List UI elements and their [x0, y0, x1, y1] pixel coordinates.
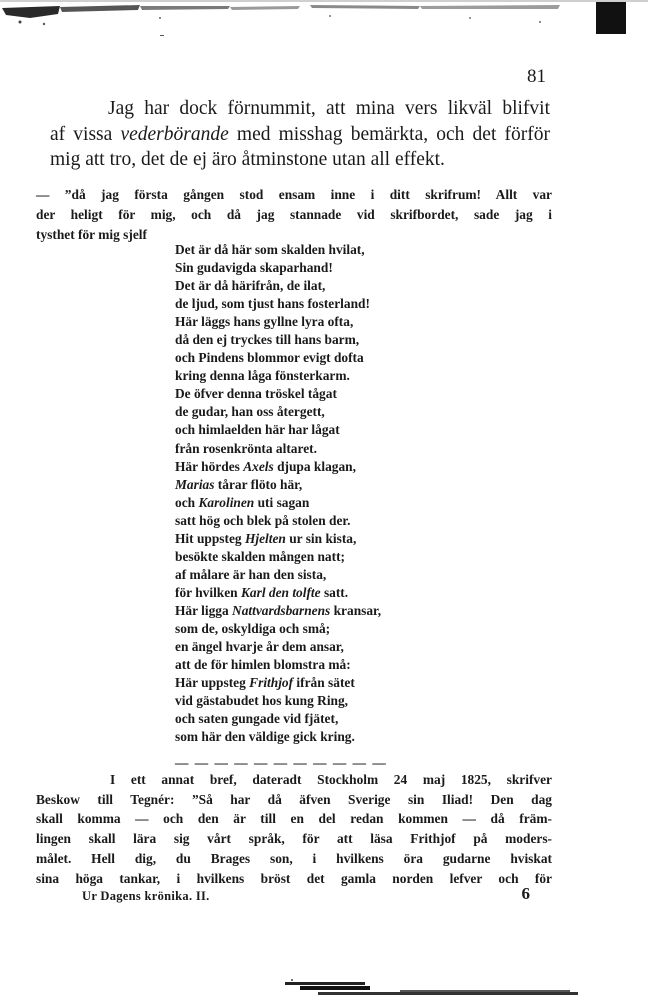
poem-line: Sin gudavigda skaparhand! [175, 260, 333, 276]
closing-paragraph [36, 770, 552, 888]
poem-line: och Karolinen uti sagan [175, 494, 310, 510]
poem-line: då den ej tryckes till hans barm, [175, 332, 360, 348]
emphasis: Karolinen [198, 494, 255, 510]
intro-line: af vissa vederbörande med misshag bemärkta, och det förför [50, 123, 550, 145]
poem-line: och Pindens blommor evigt dofta [175, 350, 364, 366]
poem-line: af målare är han den sista, [175, 566, 327, 582]
page-number: 81 [527, 66, 546, 87]
quote-intro-paragraph [36, 185, 552, 244]
intro-line: Jag har dock förnummit, att mina vers likväl blifvit [108, 98, 550, 119]
intro-line: mig att tro, det de ej äro åtminstone utan all effekt. [50, 149, 445, 170]
poem-line: Här hördes Axels djupa klagan, [175, 458, 356, 474]
intro-paragraph [50, 96, 550, 173]
closing-line: målet. Hell dig, du Brages son, i hvilkens öra gudarne hviskat [36, 850, 552, 866]
poem-line: vid gästabudet hos kung Ring, [175, 693, 349, 709]
poem-line: en ängel hvarje år dem ansar, [175, 639, 344, 655]
closing-line: skall komma — och den är till en del redan kommen — då främ- [36, 811, 552, 827]
poem-line: de gudar, han oss återgett, [175, 404, 325, 420]
poem-line: besökte skalden mången natt; [175, 548, 346, 564]
poem-line: att de för himlen blomstra må: [175, 657, 351, 673]
poem-line: kring denna låga fönsterkarm. [175, 368, 350, 384]
poem-line: som de, oskyldiga och små; [175, 620, 331, 636]
closing-line: lingen skall lära sig vårt språk, för att läsa Frithjof på moders- [36, 831, 552, 847]
emphasis: Hjelten [244, 530, 286, 546]
poem-line: Hit uppsteg Hjelten ur sin kista, [175, 530, 357, 546]
poem-line: Här uppsteg Frithjof ifrån sätet [175, 675, 355, 691]
poem-line: och saten gungade vid fjätet, [175, 711, 339, 727]
poem-line: för hvilken Karl den tolfte satt. [175, 584, 349, 600]
quote-intro-line: der heligt för mig, och då jag stannade vid skrifbordet, sade jag i [36, 206, 552, 222]
footer-signature-number: 6 [521, 884, 530, 903]
scan-noise-bottom [0, 978, 648, 1001]
poem-line: Här ligga Nattvardsbarnens kransar, [175, 602, 382, 618]
poem-line: satt hög och blek på stolen der. [175, 512, 351, 528]
emphasis: vederbörande [120, 123, 229, 145]
poem-line: Det är då härifrån, de ilat, [175, 278, 326, 294]
poem-line: från rosenkrönta altaret. [175, 440, 317, 456]
poem-line: Marias tårar flöto här, [175, 476, 303, 492]
quote-intro-line: tysthet för mig sjelf [36, 226, 147, 242]
quote-intro-line: — ”då jag första gången stod ensam inne i ditt skrifrum! Allt var [36, 187, 552, 202]
closing-line: Beskow till Tegnér: ”Så har då äfven Sverige sin Iliad! Den dag [36, 791, 552, 807]
emphasis: Karl den tolfte [240, 584, 321, 600]
emphasis: Nattvardsbarnens [232, 602, 331, 618]
poem-line: som här den väldige gick kring. [175, 729, 355, 745]
closing-line: sina höga tankar, i hvilkens bröst det gamla norden lefver och för [36, 870, 552, 886]
poem-line: De öfver denna tröskel tågat [175, 386, 337, 402]
emphasis: Frithjof [249, 675, 294, 691]
poem-line: Det är då här som skalden hvilat, [175, 242, 365, 257]
emphasis: Marias [175, 476, 215, 492]
emphasis: Axels [243, 458, 274, 474]
poem [175, 241, 475, 746]
footer-signature-title: Ur Dagens krönika. II. [82, 889, 210, 903]
poem-line: de ljud, som tjust hans fosterland! [175, 296, 370, 312]
closing-line: I ett annat bref, dateradt Stockholm 24 maj 1825, skrifver [110, 772, 552, 787]
scan-noise-top [0, 0, 648, 36]
poem-line: och himlaelden här har lågat [175, 422, 340, 438]
dash-separator: — — — — — — — — — — — [175, 755, 388, 770]
poem-line: Här läggs hans gyllne lyra ofta, [175, 314, 354, 330]
